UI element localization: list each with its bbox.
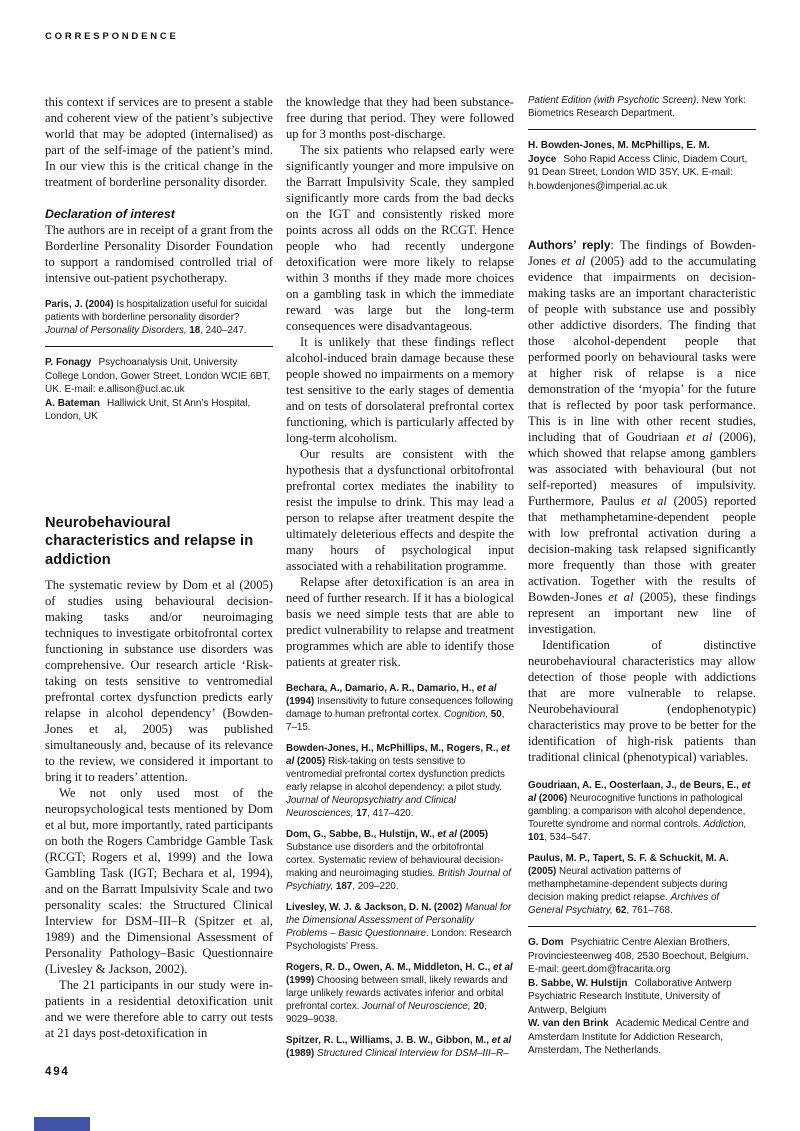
letter2-paragraph: The six patients who relapsed early were significantly younger and more impulsive on the Barratt Impulsivity Scale, they sampled significantly more cards from the bad decks on the IGT and consistently risked more points across all odds on the RCGT. Hence people who had recently undergone detoxification were more likely to relapse within 3 months if they made more choices on a gambling task in which the immediate reward was large but the long-term consequences were disadvantageous. xyxy=(286,143,514,333)
footer-color-tab xyxy=(34,1117,90,1131)
reference-bechara: Bechara, A., Damario, A. R., Damario, H., et al (1994) Insensitivity to future consequences following damage to human prefrontal cortex. Cognition, 50, 7–15. xyxy=(286,683,514,733)
signatory-dom: G. Dom Psychiatric Centre Alexian Brothers, Provinciesteenweg 408, 2530 Boechout, Belgium. E-mail: geert.dom@fracarita.org xyxy=(528,937,749,975)
reference-paris: Paris, J. (2004) Is hospitalization useful for suicidal patients with borderline personality disorder? Journal of Personality Disorders, 18, 240–247. xyxy=(45,299,268,336)
letter2-paragraph: It is unlikely that these findings reflect alcohol-induced brain damage because these people showed no impairments on a memory test sensitive to the early stages of dementia and on tests of dorsolateral prefrontal cortex functioning, which is particularly affected by long-term alcoholism. xyxy=(286,335,514,445)
divider xyxy=(528,129,756,130)
reference-rogers: Rogers, R. D., Owen, A. M., Middleton, H. C., et al (1999) Choosing between small, likely rewards and large unlikely rewards activates inferior and orbital prefrontal cortex. Journal of Neuroscience, 20, 9029–9038. xyxy=(286,962,513,1025)
declaration-paragraph: The authors are in receipt of a grant from the Borderline Personality Disorder Foundation to support a randomised controlled trial of intensive out-patient psychotherapy. xyxy=(45,223,273,285)
reference-goudriaan: Goudriaan, A. E., Oosterlaan, J., de Beurs, E., et al (2006) Neurocognitive functions in pathological gambling: a comparison with alcohol dependence, Tourette syndrome and normal controls. Addiction, 101, 534–547. xyxy=(528,780,751,843)
letter2-paragraph: We not only used most of the neuropsychological tests mentioned by Dom et al but, more importantly, rated participants on both the Rogers Cambridge Gamble Task (RCGT; Rogers et al, 1999) and the Iowa Gambling Task (IGT; Bechara et al, 1994), and on the Barratt Impulsivity Scale and two personality scales: the Structured Clinical Interview for DSM–III–R (Spitzer et al, 1989) and the Dimensional Assessment of Personality Pathology–Basic Questionnaire (Livesley & Jackson, 2002). xyxy=(45,786,273,976)
page-number: 494 xyxy=(45,1066,70,1078)
letter2-body-col2 xyxy=(286,94,514,670)
authors-reply-body xyxy=(528,237,756,765)
letter2-paragraph: Relapse after detoxification is an area in need of further research. If it has a biological basis we need simple tests that are able to predict vulnerability to relapse and treatment programmes which are able to identify those patients at greater risk. xyxy=(286,575,514,669)
reference-spitzer-continuation: Patient Edition (with Psychotic Screen). New York: Biometrics Research Department. xyxy=(528,95,746,119)
reference-paulus: Paulus, M. P., Tapert, S. F. & Schuckit, M. A. (2005) Neural activation patterns of methamphetamine-dependent subjects during decision making predict relapse. Archives of General Psychiatry, 62, 761–768. xyxy=(528,853,729,916)
reference-dom: Dom, G., Sabbe, B., Hulstijn, W., et al (2005) Substance use disorders and the orbitofrontal cortex. Systematic review of behavioural decision-making and neuroimaging studies. British Journal of Psychiatry, 187, 209–220. xyxy=(286,829,511,892)
declaration-of-interest-heading: Declaration of interest xyxy=(45,207,175,221)
letter2-body-col1 xyxy=(45,577,273,1041)
column-3 xyxy=(528,94,756,1058)
signatory-bateman: A. Bateman Halliwick Unit, St Ann’s Hospital, London, UK xyxy=(45,397,251,422)
letter2-paragraph: Our results are consistent with the hypothesis that a dysfunctional orbitofrontal prefrontal cortex mediates the inability to resist the impulse to drink. This may lead a person to relapse after treatment despite the ultimately deleterious effects and despite the many hours of psychological input associated with a rehabilitation programme. xyxy=(286,447,514,573)
reference-livesley: Livesley, W. J. & Jackson, D. N. (2002) Manual for the Dimensional Assessment of Personality Problems – Basic Questionnaire. London: Research Psychologists’ Press. xyxy=(286,902,512,952)
letter2-paragraph: the knowledge that they had been substance-free during that period. They were followed up for 3 months post-discharge. xyxy=(286,95,514,141)
authors-reply-paragraph: Identification of distinctive neurobehavioural characteristics may allow detection of those people with addictions that are more vulnerable to relapse. Neurobehavioural (endophenotypic) characteristics may prove to be better for the identification of high-risk patients than traditional clinical (phenotypical) variables. xyxy=(528,638,756,764)
signatory-bowden-jones: H. Bowden-Jones, M. McPhillips, E. M. Joyce Soho Rapid Access Clinic, Diadem Court, 91 Dean Street, London WID 3SY, UK. E-mail: h.bowdenjones@imperial.ac.uk xyxy=(528,140,748,192)
column-2 xyxy=(286,94,514,1060)
authors-reply-paragraph: Authors’ reply: The findings of Bowden-Jones et al (2005) add to the accumulating evidence that impairments on decision-making tasks are an important characteristic of people with substance use and possibly other addictive disorders. The finding that those alcohol-dependent people that performed poorly on behavioural tasks were at higher risk of relapse is a nice demonstration of the ‘myopia’ for the future that is reflected by poor task performance. This is in line with other recent studies, including that of Goudriaan et al (2006), which showed that relapse among gamblers was associated with behavioural (but not self-reported) measures of impulsivity. Furthermore, Paulus et al (2005) reported that methamphetamine-dependent people with low prefrontal activation during a decision-making task relapsed significantly more frequently than those with greater activation. Together with the results of Bowden-Jones et al (2005), these findings represent an important new line of investigation. xyxy=(528,238,756,636)
letter2-paragraph: The systematic review by Dom et al (2005) of studies using behavioural decision-making tasks and/or neuroimaging techniques to investigate orbitofrontal cortex functioning in substance use disorders was comprehensive. Our research article ‘Risk-taking on tests sensitive to ventromedial prefrontal cortex dysfunction predicts early relapse in alcohol dependency’ (Bowden-Jones et al, 2005) was published simultaneously and, because of its relevance to the review, we considered it important to bring it to readers’ attention. xyxy=(45,578,273,784)
divider xyxy=(528,926,756,927)
section-running-head: CORRESPONDENCE xyxy=(45,31,179,42)
reference-bowden-jones: Bowden-Jones, H., McPhillips, M., Rogers, R., et al (2005) Risk-taking on tests sensitive to ventromedial prefrontal cortex dysfunction predicts early relapse in alcohol dependency: a pilot study. Journal of Neuropsychiatry and Clinical Neurosciences, 17, 417–420. xyxy=(286,743,510,819)
signatory-fonagy: P. Fonagy Psychoanalysis Unit, University College London, Gower Street, London WCIE 6BT, UK. E-mail: e.allison@ucl.ac.uk xyxy=(45,357,271,395)
letter1-body xyxy=(45,94,273,286)
signatory-sabbe-hulstijn: B. Sabbe, W. Hulstijn Collaborative Antwerp Psychiatric Research Institute, University of Antwerp, Belgium xyxy=(528,977,732,1016)
reference-spitzer: Spitzer, R. L., Williams, J. B. W., Gibbon, M., et al (1989) Structured Clinical Interview for DSM–III–R– xyxy=(286,1035,512,1059)
signatory-van-den-brink: W. van den Brink Academic Medical Centre and Amsterdam Institute for Addiction Research, Amsterdam, The Netherlands. xyxy=(528,1018,749,1056)
letter2-paragraph: The 21 participants in our study were in-patients in a residential detoxification unit and we were therefore able to carry out tests at 21 days post-detoxification in xyxy=(45,978,273,1040)
letter1-paragraph-continuation: this context if services are to present a stable and coherent view of the patient’s subjective world that may be adopted (internalised) as part of the self-image of the patient’s mind. In our view this is the critical change in the treatment of borderline personality disorder. xyxy=(45,95,273,189)
column-1 xyxy=(45,94,273,1041)
divider xyxy=(45,346,273,347)
letter2-title: Neurobehavioural characteristics and relapse in addiction xyxy=(45,514,254,568)
